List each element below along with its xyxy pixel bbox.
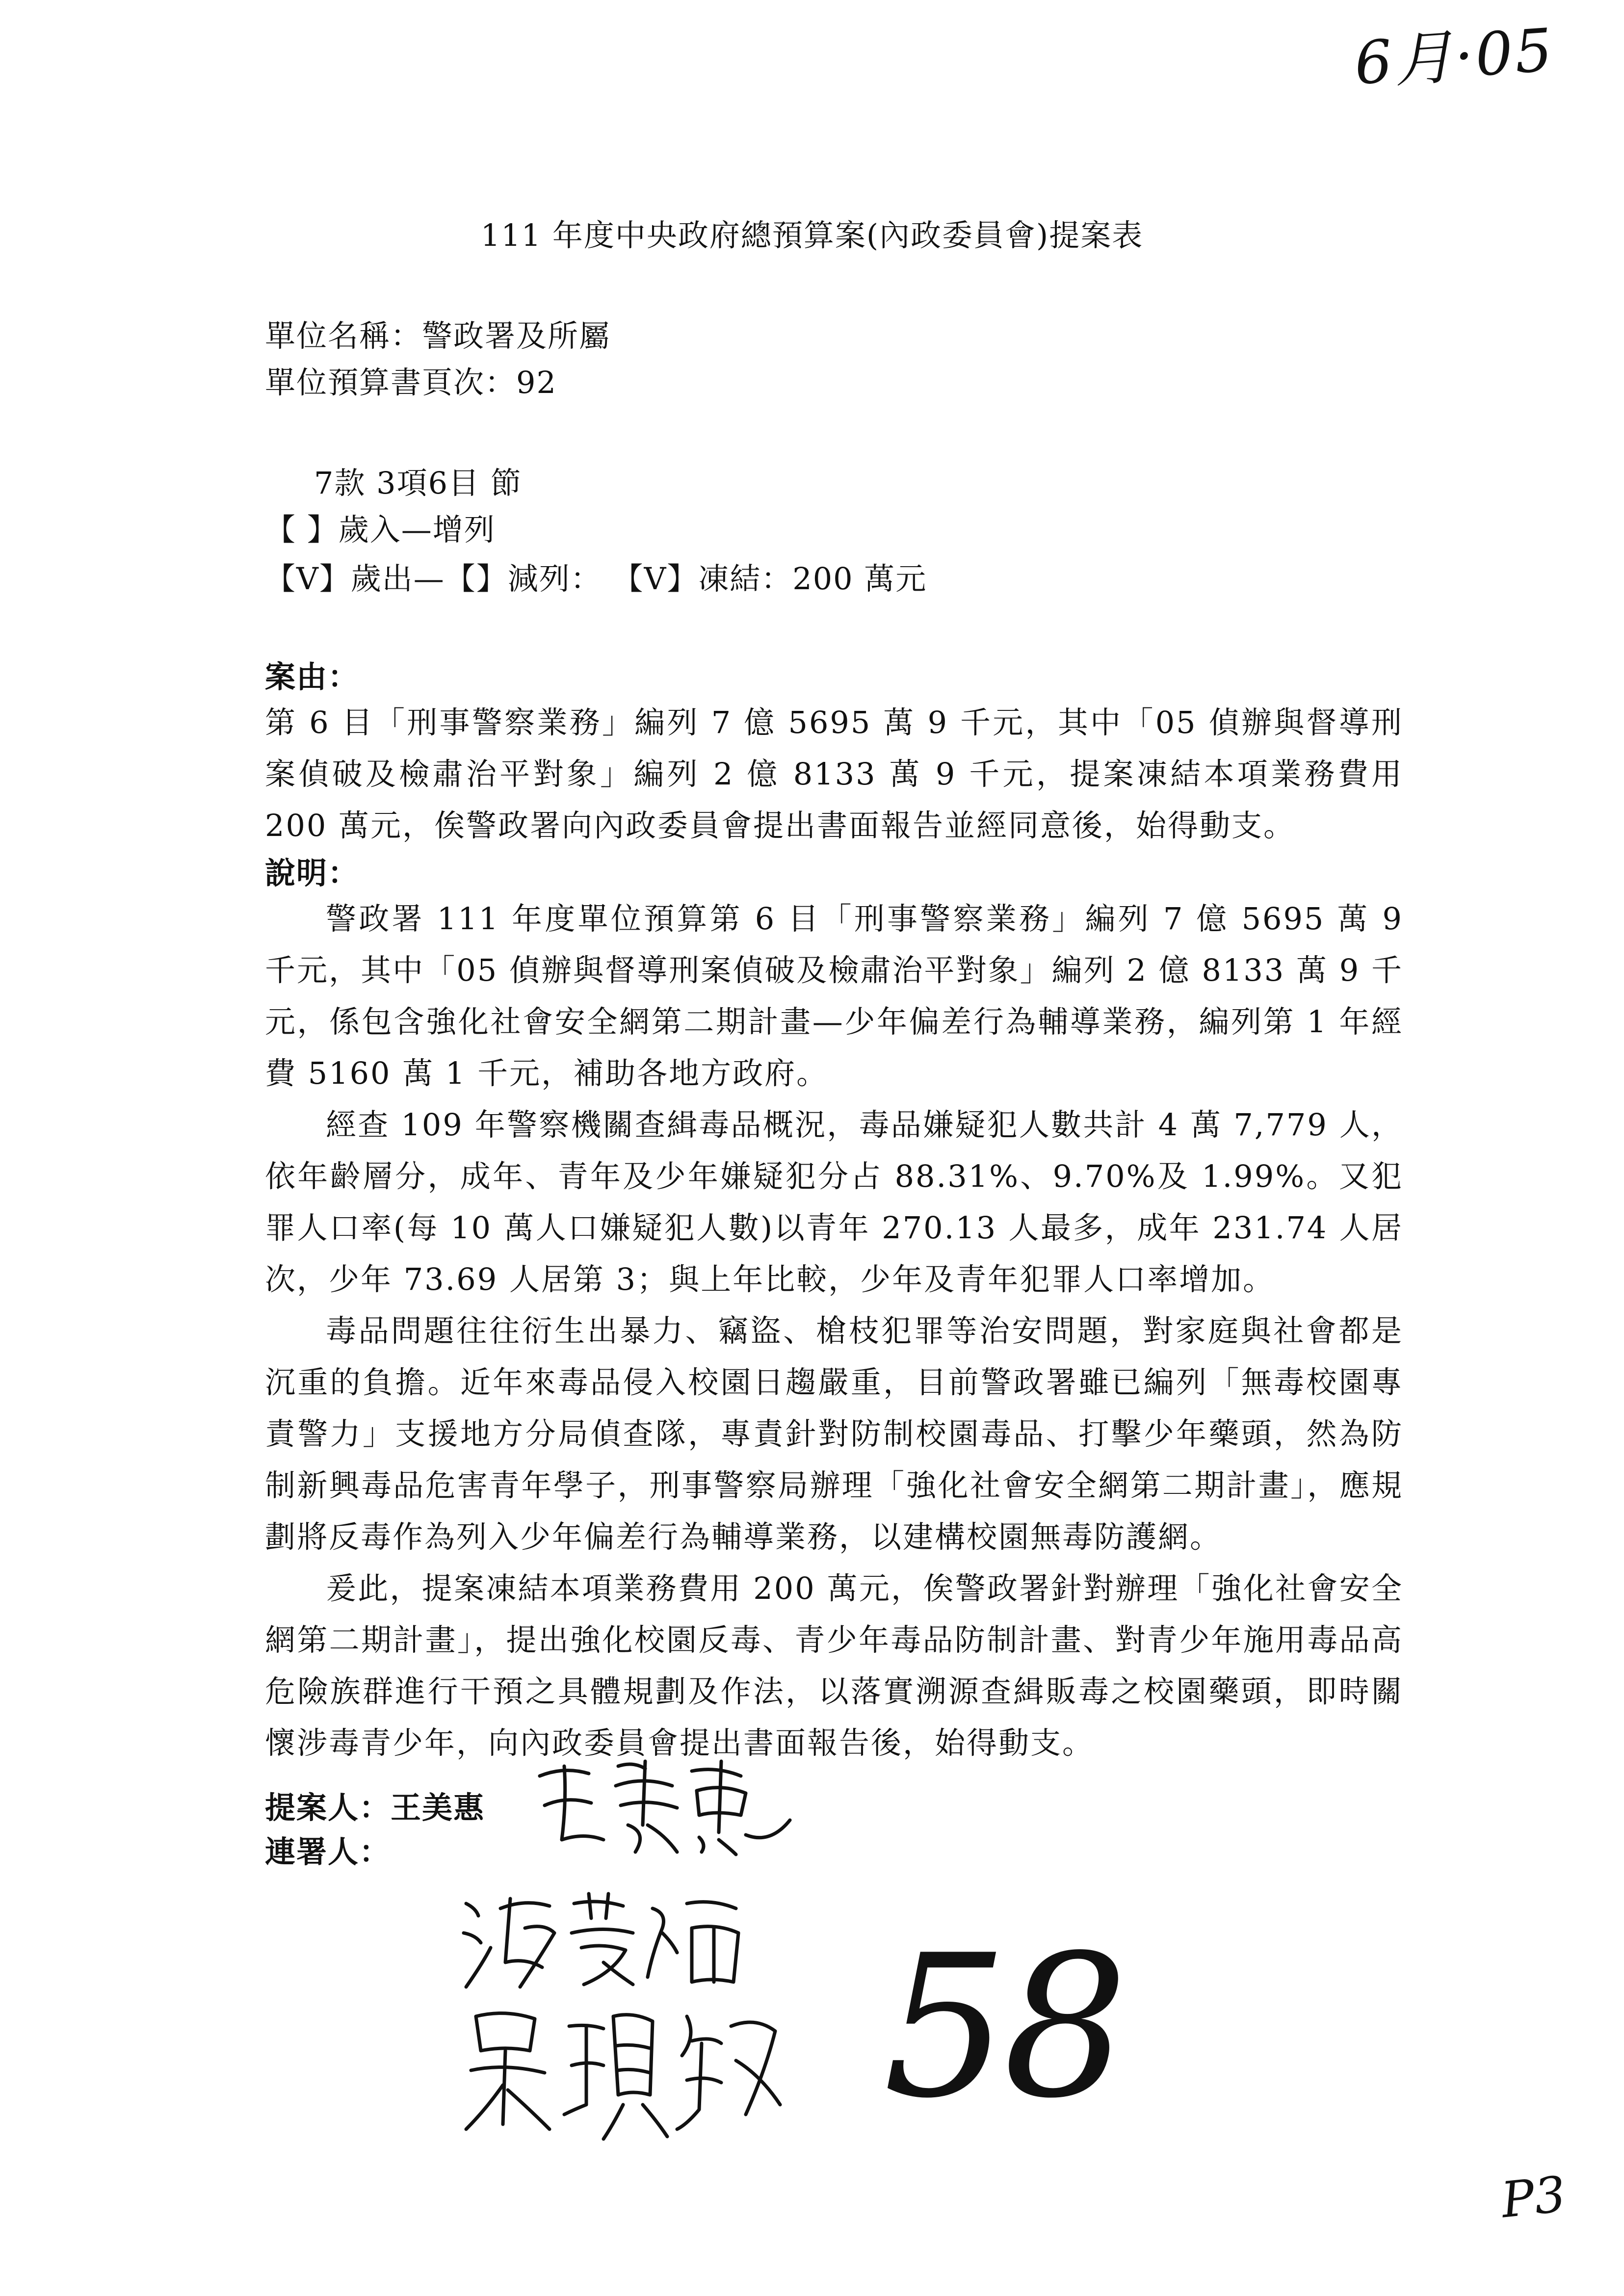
- handwritten-signature-cosigner-2: [456, 1997, 790, 2144]
- revenue-item: 【 】歲入—增列: [265, 512, 496, 548]
- handwritten-signature-proposer: [530, 1747, 805, 1864]
- handwritten-date-annotation: 6月·05: [1352, 16, 1557, 99]
- handwritten-signature-cosigner-1: [456, 1879, 760, 2007]
- handwritten-corner-annotation: P3: [1498, 2165, 1569, 2229]
- document-title: 111 年度中央政府總預算案(內政委員會)提案表: [480, 217, 1144, 253]
- handwritten-page-count: 58: [883, 1913, 1123, 2141]
- proposer-label: 提案人：王美惠: [265, 1790, 485, 1826]
- unit-budget-page: 單位預算書頁次：92: [265, 365, 557, 400]
- explanation-body: [265, 893, 1403, 1769]
- expenditure-item: 【V】歲出—【】減列： 【V】凍結：200 萬元: [265, 561, 927, 597]
- explanation-heading: 說明：: [265, 855, 360, 891]
- explanation-paragraph: 經查 109 年警察機關查緝毒品概況，毒品嫌疑犯人數共計 4 萬 7,779 人，依年齡層分，成年、青年及少年嫌疑犯分占 88.31%、9.70%及 1.99%。又犯罪人口率(每 10 萬人口嫌疑犯人數)以青年 270.13 人最多，成年 231.74 人居次，少年 73.69 人居第 3；與上年比較，少年及青年犯罪人口率增加。: [265, 1107, 1403, 1297]
- cosigner-label: 連署人：: [265, 1834, 391, 1870]
- explanation-paragraph: 爰此，提案凍結本項業務費用 200 萬元，俟警政署針對辦理「強化社會安全網第二期計畫」，提出強化校園反毒、青少年毒品防制計畫、對青少年施用毒品高危險族群進行干預之具體規劃及作法，以落實溯源查緝販毒之校園藥頭，即時關懷涉毒青少年，向內政委員會提出書面報告後，始得動支。: [265, 1570, 1403, 1761]
- reason-text: 第 6 目「刑事警察業務」編列 7 億 5695 萬 9 千元，其中「05 偵辦與督導刑案偵破及檢肅治平對象」編列 2 億 8133 萬 9 千元，提案凍結本項業務費用 200 萬元，俟警政署向內政委員會提出書面報告並經同意後，始得動支。: [265, 704, 1403, 843]
- explanation-paragraph: 警政署 111 年度單位預算第 6 目「刑事警察業務」編列 7 億 5695 萬 9 千元，其中「05 偵辦與督導刑案偵破及檢肅治平對象」編列 2 億 8133 萬 9 千元，係包含強化社會安全網第二期計畫—少年偏差行為輔導業務，編列第 1 年經費 5160 萬 1 千元，補助各地方政府。: [265, 901, 1403, 1091]
- budget-section: 7款 3項6目 節: [314, 465, 522, 501]
- reason-heading: 案由：: [265, 659, 360, 695]
- unit-name: 單位名稱：警政署及所屬: [265, 318, 611, 354]
- reason-body: [265, 697, 1403, 851]
- explanation-paragraph: 毒品問題往往衍生出暴力、竊盜、槍枝犯罪等治安問題，對家庭與社會都是沉重的負擔。近年來毒品侵入校園日趨嚴重，目前警政署雖已編列「無毒校園專責警力」支援地方分局偵查隊，專責針對防制校園毒品、打擊少年藥頭，然為防制新興毒品危害青年學子，刑事警察局辦理「強化社會安全網第二期計畫」，應規劃將反毒作為列入少年偏差行為輔導業務，以建構校園無毒防護網。: [265, 1313, 1403, 1555]
